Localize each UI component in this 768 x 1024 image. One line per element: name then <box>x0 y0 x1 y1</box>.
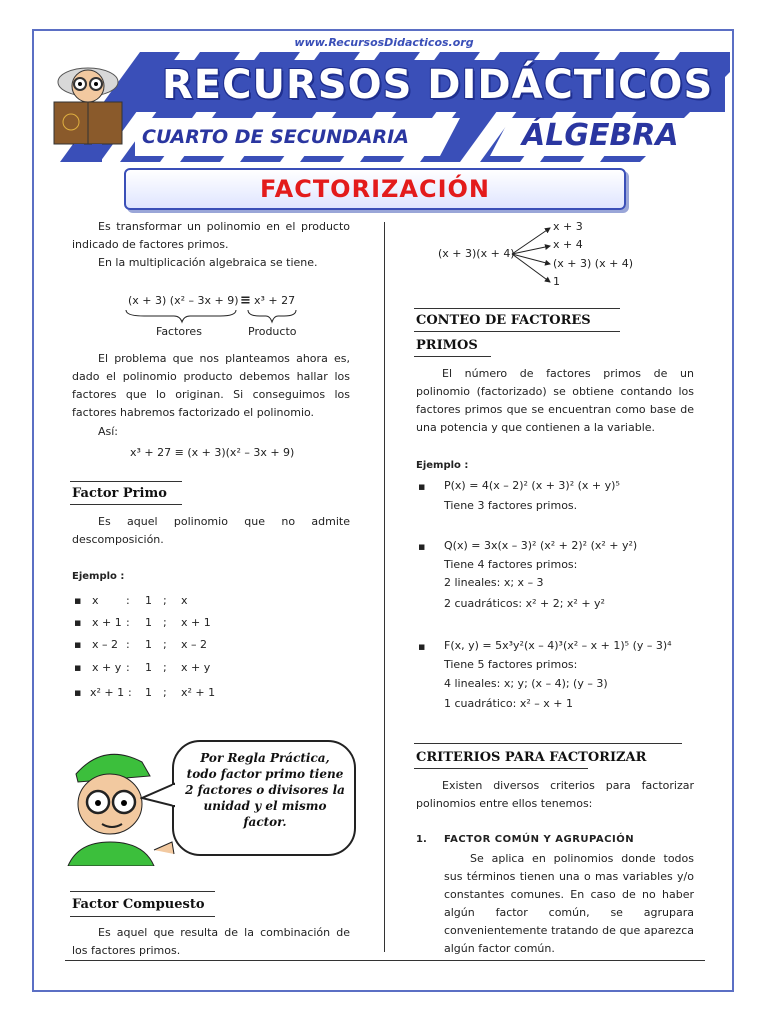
intro-paragraph: Es transformar un polinomio en el producto indicado de factores primos. <box>72 220 350 251</box>
bottom-rule <box>65 960 705 961</box>
brace-under-icon <box>124 308 300 324</box>
list-item: ▪ <box>74 661 82 674</box>
example-term: x + 1 <box>92 616 122 629</box>
conteo-definition: El número de factores primos de un polinomio (factorizado) se obtiene contando los factores primos que se encuentran como base de una potencia y que contienen a la variable. <box>416 367 694 434</box>
heading-factor-primo: Factor Primo <box>72 486 167 501</box>
example-factor: x + y <box>181 661 211 674</box>
example-f-note: 1 cuadrático: x² – x + 1 <box>444 697 573 710</box>
example-factor: x² + 1 <box>181 686 216 699</box>
bubble-tail-icon <box>140 782 176 810</box>
example-term: x <box>92 594 99 607</box>
heading-primos: PRIMOS <box>416 338 478 353</box>
site-url[interactable]: www.RecursosDidacticos.org <box>294 36 474 49</box>
example-one: 1 <box>145 661 152 674</box>
example-one: 1 <box>145 638 152 651</box>
heading-rule-top <box>414 308 620 309</box>
list-item: ▪ <box>74 594 82 607</box>
item-number: 1. <box>416 834 427 845</box>
heading-criterios: CRITERIOS PARA FACTORIZAR <box>416 750 647 765</box>
example-q: Q(x) = 3x(x – 3)² (x² + 2)² (x² + y²) <box>444 539 638 552</box>
column-divider <box>384 222 385 952</box>
example-p: P(x) = 4(x – 2)² (x + 3)² (x + y)⁵ <box>444 479 620 492</box>
equivalence-sign: ≡ <box>240 293 251 308</box>
heading-rule-bottom <box>70 916 215 917</box>
heading-rule-top <box>70 481 182 482</box>
primo-definition: Es aquel polinomio que no admite descomposición. <box>72 515 350 546</box>
header-subject: ÁLGEBRA <box>522 118 679 153</box>
document-title: FACTORIZACIÓN <box>259 175 491 203</box>
header-title: RECURSOS DIDÁCTICOS <box>162 62 714 108</box>
equation-left: (x + 3) (x² – 3x + 9) <box>128 294 239 307</box>
heading-rule-mid <box>414 331 620 332</box>
example-sep: : <box>126 616 130 629</box>
tree-leaf: x + 3 <box>553 220 583 233</box>
heading-rule-bottom <box>414 356 491 357</box>
item-title: FACTOR COMÚN Y AGRUPACIÓN <box>444 834 635 845</box>
ejemplo-label: Ejemplo : <box>72 571 125 582</box>
item-text: Se aplica en polinomios donde todos sus términos tienen una o mas variables y/o constantes comunes. En caso de no haber algún factor común, se agrupara convenientemente tratando de que aparezca algún factor común. <box>444 852 694 955</box>
equation-factored: x³ + 27 ≡ (x + 3)(x² – 3x + 9) <box>130 446 295 459</box>
heading-rule-bottom <box>70 504 182 505</box>
heading-rule-top <box>414 743 682 744</box>
heading-conteo: CONTEO DE FACTORES <box>416 313 591 328</box>
example-p-note: Tiene 3 factores primos. <box>444 499 578 512</box>
professor-reading-icon <box>40 56 136 164</box>
example-f-note: 4 lineales: x; y; (x – 4); (y – 3) <box>444 677 608 690</box>
example-sep: ; <box>163 616 167 629</box>
list-item: ▪ <box>418 540 426 553</box>
example-one: 1 <box>145 594 152 607</box>
example-q-note: Tiene 4 factores primos: <box>444 558 578 571</box>
example-term: x² + 1 <box>90 686 125 699</box>
compuesto-definition: Es aquel que resulta de la combinación de los factores primos. <box>72 926 350 957</box>
label-factores: Factores <box>156 325 202 338</box>
example-f: F(x, y) = 5x³y²(x – 4)³(x² – x + 1)⁵ (y – 3)⁴ <box>444 639 672 652</box>
tree-arrows-icon <box>510 222 554 288</box>
ejemplo-label: Ejemplo : <box>416 460 469 471</box>
header-subtitle: CUARTO DE SECUNDARIA <box>142 126 409 148</box>
heading-rule-bottom <box>414 768 588 769</box>
example-one: 1 <box>145 686 152 699</box>
example-sep: ; <box>163 638 167 651</box>
example-sep: : <box>126 661 130 674</box>
criterios-definition: Existen diversos criterios para factorizar polinomios entre ellos tenemos: <box>416 779 694 810</box>
list-item: ▪ <box>74 638 82 651</box>
example-factor: x + 1 <box>181 616 211 629</box>
tree-leaf: 1 <box>553 275 560 288</box>
example-factor: x <box>181 594 188 607</box>
example-sep: : <box>126 638 130 651</box>
label-producto: Producto <box>248 325 297 338</box>
tree-leaf: (x + 3) (x + 4) <box>553 257 634 270</box>
example-one: 1 <box>145 616 152 629</box>
example-sep: ; <box>163 594 167 607</box>
tree-root: (x + 3)(x + 4) <box>438 247 515 260</box>
equation-right: x³ + 27 <box>254 294 296 307</box>
list-item: ▪ <box>74 616 82 629</box>
list-item: ▪ <box>418 640 426 653</box>
asi-label: Así: <box>98 425 119 438</box>
heading-rule-top <box>70 891 215 892</box>
example-term: x – 2 <box>92 638 119 651</box>
document-title-box <box>124 168 626 210</box>
tree-leaf: x + 4 <box>553 238 583 251</box>
example-q-note: 2 cuadráticos: x² + 2; x² + y² <box>444 597 605 610</box>
example-f-note: Tiene 5 factores primos: <box>444 658 578 671</box>
list-item: ▪ <box>74 686 82 699</box>
example-term: x + y <box>92 661 122 674</box>
intro-line: En la multiplicación algebraica se tiene. <box>98 256 318 269</box>
example-sep: ; <box>163 661 167 674</box>
heading-factor-compuesto: Factor Compuesto <box>72 897 205 912</box>
problem-paragraph: El problema que nos planteamos ahora es, dado el polinomio producto debemos hallar los factores que lo originan. Si conseguimos los factores habremos factorizado el polinomio. <box>72 352 350 419</box>
example-sep: : <box>128 686 132 699</box>
list-item: ▪ <box>418 480 426 493</box>
example-sep: ; <box>163 686 167 699</box>
example-q-note: 2 lineales: x; x – 3 <box>444 576 544 589</box>
bubble-text: Por Regla Práctica, todo factor primo tiene 2 factores o divisores la unidad y el mismo factor. <box>185 751 345 829</box>
example-sep: : <box>126 594 130 607</box>
example-factor: x – 2 <box>181 638 208 651</box>
